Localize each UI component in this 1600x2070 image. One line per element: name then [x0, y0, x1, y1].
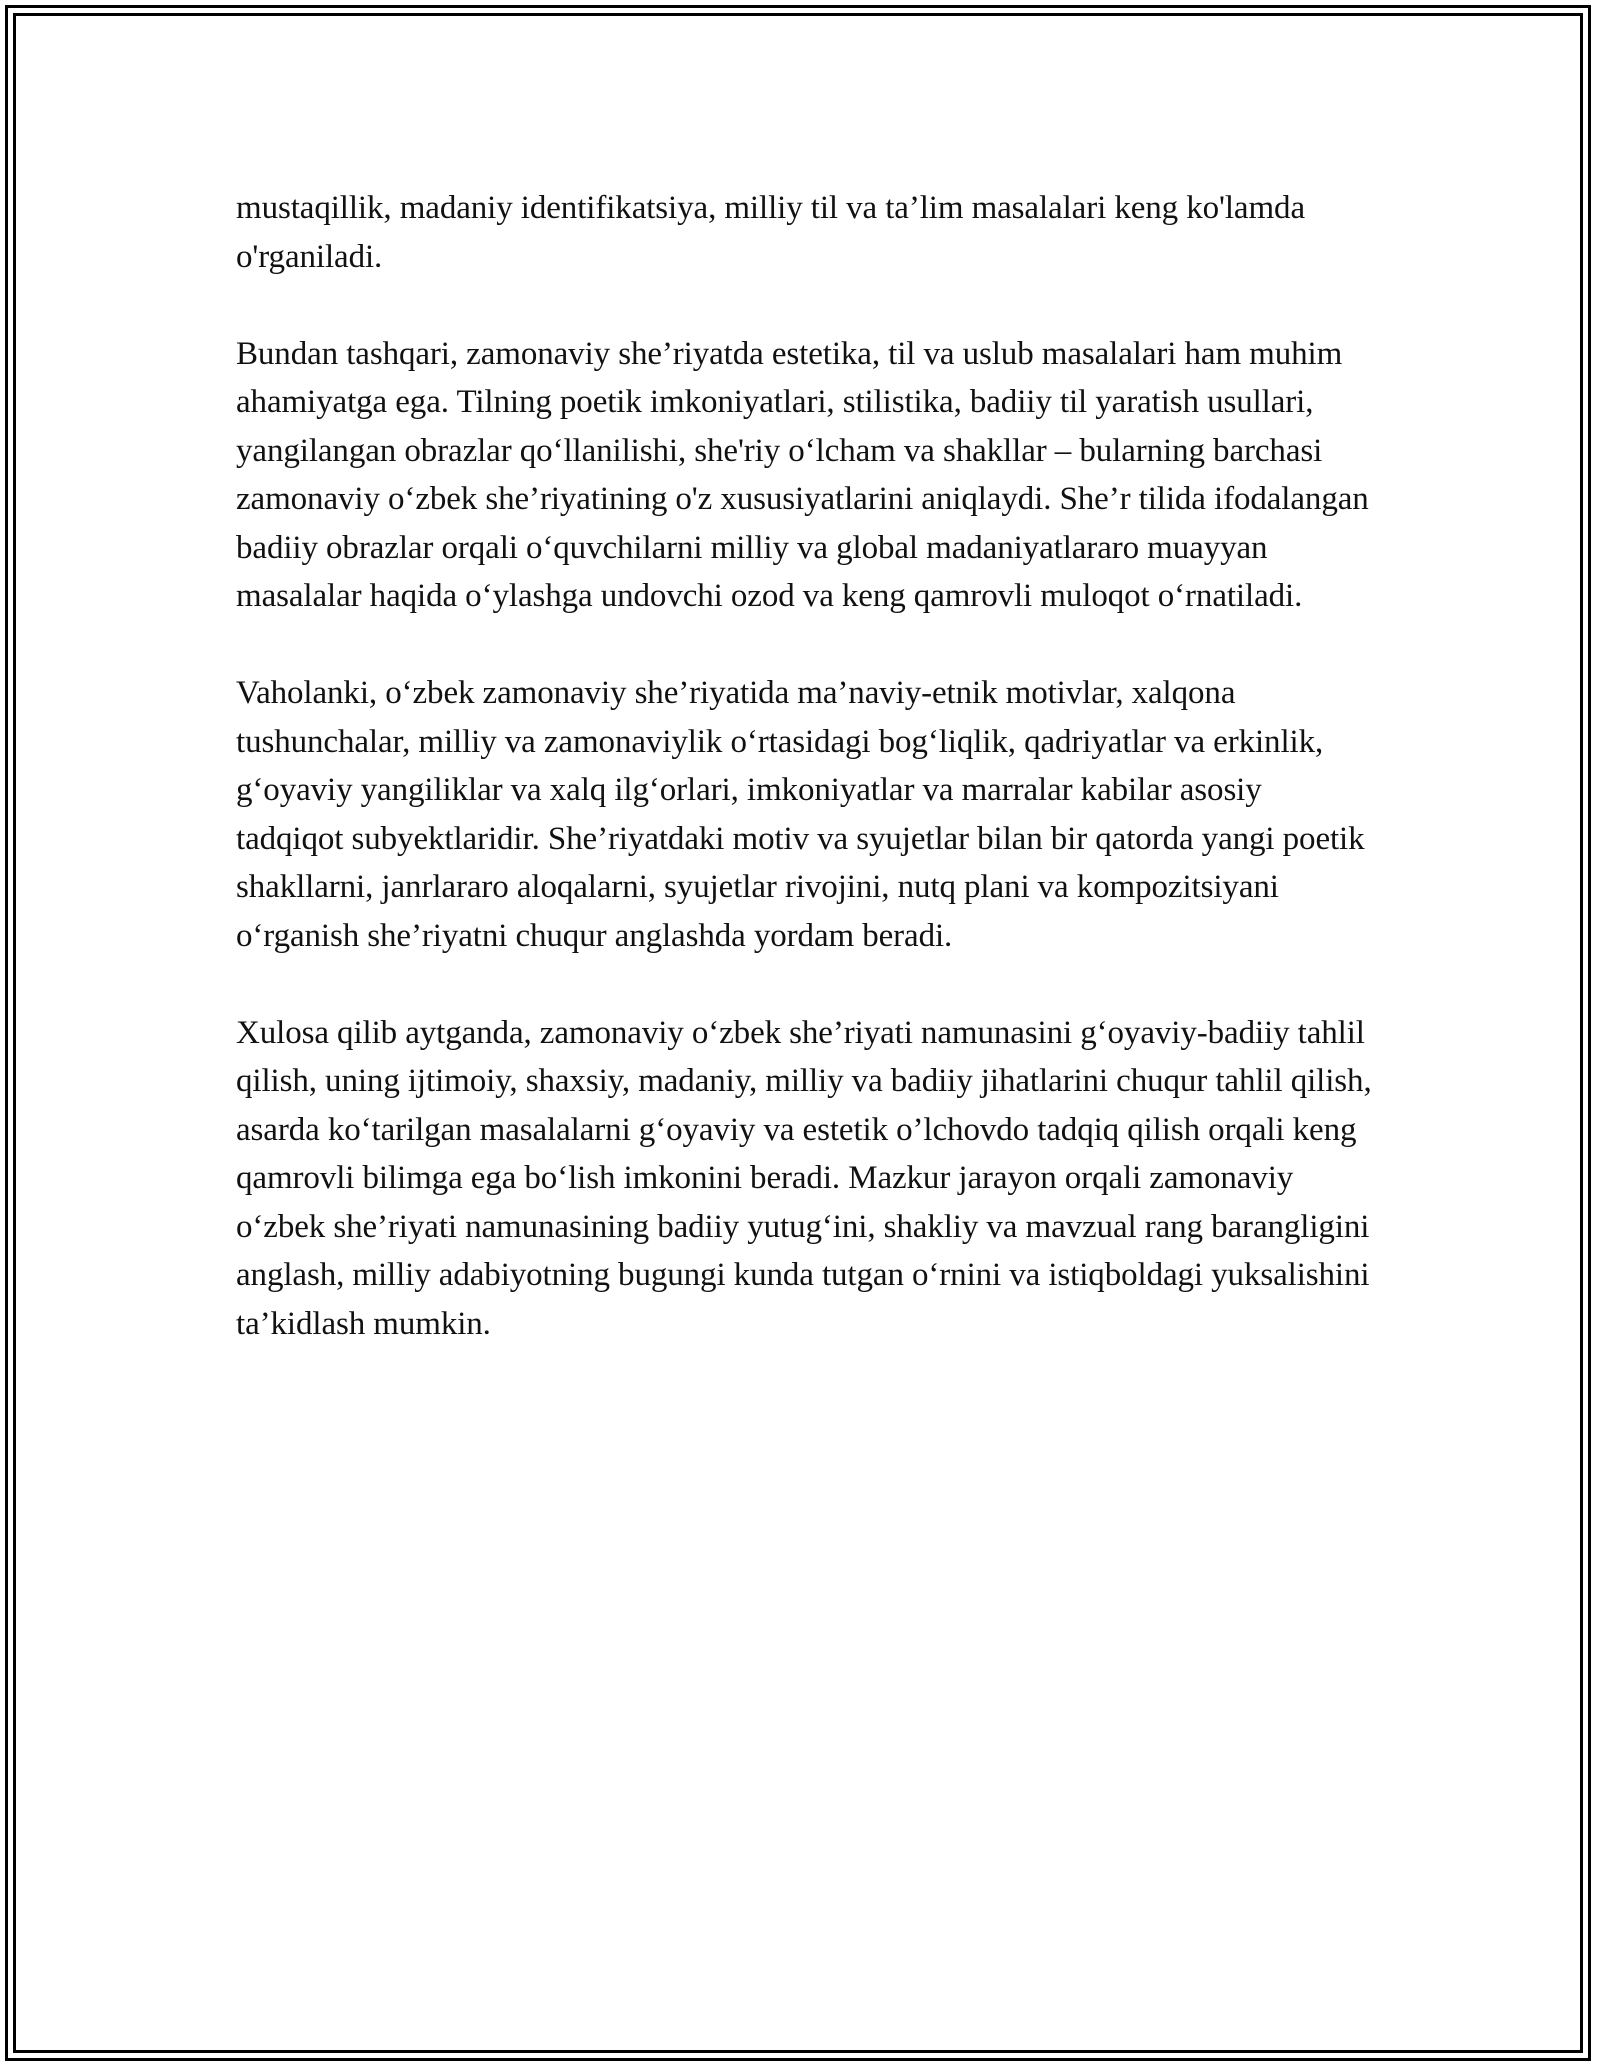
- paragraph-2: Bundan tashqari, zamonaviy she’riyatda estetika, til va uslub masalalari ham muhim ahamiyatga ega. Tilning poetik imkoniyatlari, stilistika, badiiy til yaratish usullari, yangilangan obrazlar qo‘llanilishi, she'riy o‘lcham va shakllar – bularning barchasi zamonaviy o‘zbek she’riyatining o'z xususiyatlarini aniqlaydi. She’r tilida ifodalangan badiiy obrazlar orqali o‘quvchilarni milliy va global madaniyatlararo muayyan masalalar haqida o‘ylashga undovchi ozod va keng qamrovli muloqot o‘rnatiladi.: [236, 335, 1369, 614]
- paragraph-1: mustaqillik, madaniy identifikatsiya, milliy til va ta’lim masalalari keng ko'lamda o'rganiladi.: [236, 190, 1305, 275]
- paragraph-4: Xulosa qilib aytganda, zamonaviy o‘zbek she’riyati namunasini g‘oyaviy-badiiy tahlil qilish, uning ijtimoiy, shaxsiy, madaniy, milliy va badiiy jihatlarini chuqur tahlil qilish, asarda ko‘tarilgan masalalarni g‘oyaviy va estetik o’lchovdo tadqiq qilish orqali keng qamrovli bilimga ega bo‘lish imkonini beradi. Mazkur jarayon orqali zamonaviy o‘zbek she’riyati namunasining badiiy yutug‘ini, shakliy va mavzual rang barangligini anglash, milliy adabiyotning bugungi kunda tutgan o‘rnini va istiqboldagi yuksalishini ta’kidlash mumkin.: [236, 1014, 1372, 1342]
- paragraph-3: Vaholanki, o‘zbek zamonaviy she’riyatida ma’naviy-etnik motivlar, xalqona tushunchalar, milliy va zamonaviylik o‘rtasidagi bog‘liqlik, qadriyatlar va erkinlik, g‘oyaviy yangiliklar va xalq ilg‘orlari, imkoniyatlar va marralar kabilar asosiy tadqiqot subyektlaridir. She’riyatdaki motiv va syujetlar bilan bir qatorda yangi poetik shakllarni, janrlararo aloqalarni, syujetlar rivojini, nutq plani va kompozitsiyani o‘rganish she’riyatni chuqur anglashda yordam beradi.: [236, 675, 1365, 954]
- document-body: [236, 184, 1376, 1348]
